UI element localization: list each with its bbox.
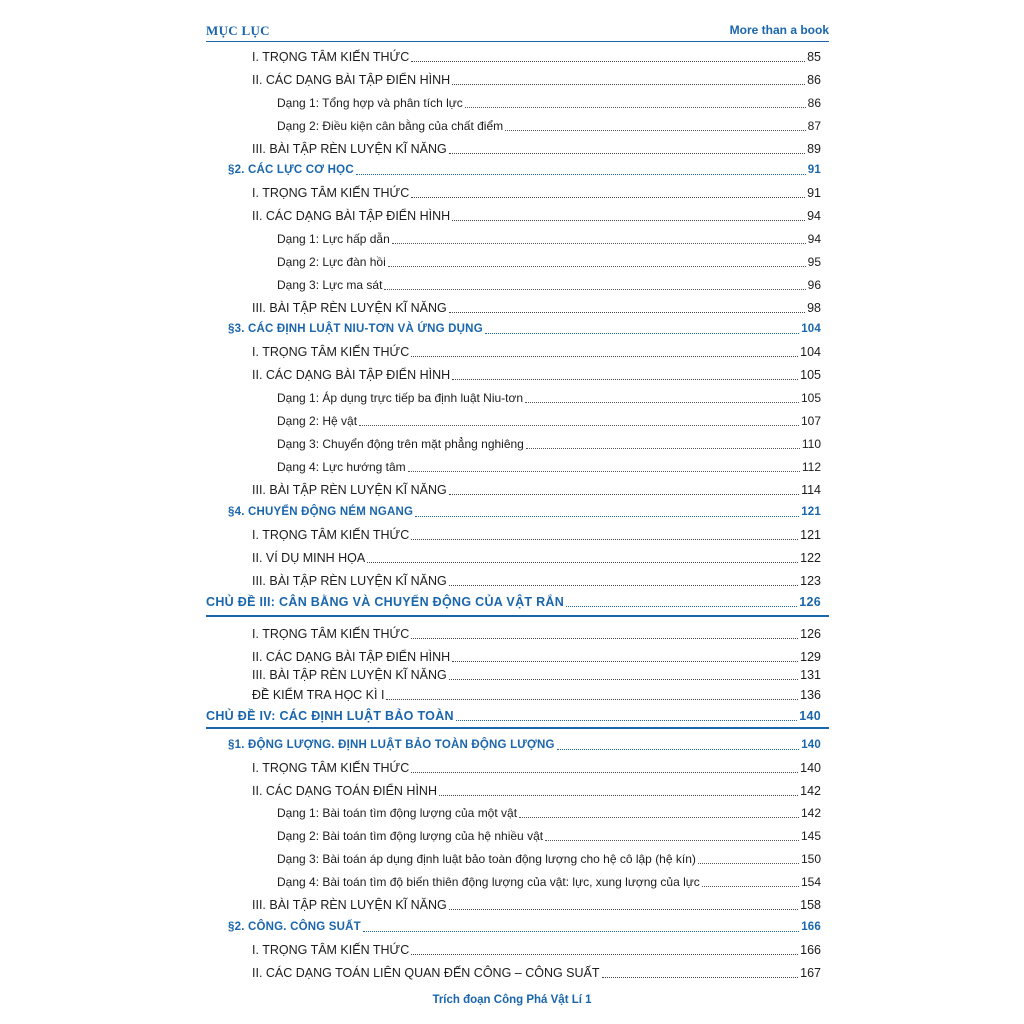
toc-entry-title: III. BÀI TẬP RÈN LUYỆN KĨ NĂNG <box>252 574 447 588</box>
toc-entry-title: §2. CÁC LỰC CƠ HỌC <box>228 164 354 176</box>
toc-entry-page-number: 140 <box>801 739 821 751</box>
dot-leader <box>408 471 800 472</box>
toc-entry[interactable] <box>277 274 821 296</box>
toc-entry-page-number: 94 <box>807 232 821 246</box>
dot-leader <box>384 289 805 290</box>
toc-entry-title: III. BÀI TẬP RÈN LUYỆN KĨ NĂNG <box>252 898 447 912</box>
header-tagline: More than a book <box>729 23 829 37</box>
dot-leader <box>411 61 805 62</box>
toc-entry-title: II. CÁC DẠNG BÀI TẬP ĐIỂN HÌNH <box>252 73 451 87</box>
toc-entry[interactable] <box>277 92 821 114</box>
dot-leader <box>557 749 800 750</box>
toc-entry-title: I. TRỌNG TÂM KIẾN THỨC <box>252 761 410 775</box>
toc-entry[interactable] <box>252 205 821 227</box>
dot-leader <box>525 402 799 403</box>
toc-entry-page-number: 166 <box>800 943 821 957</box>
dot-leader <box>449 312 805 313</box>
toc-entry-page-number: 105 <box>800 368 821 382</box>
chapter-divider <box>206 727 829 729</box>
toc-entry-page-number: 126 <box>800 627 821 641</box>
toc-entry-page-number: 121 <box>801 506 821 518</box>
toc-entry[interactable] <box>252 524 821 546</box>
toc-entry-page-number: 122 <box>800 551 821 565</box>
toc-entry-title: §2. CÔNG. CÔNG SUẤT <box>228 921 361 933</box>
toc-entry-title: Dạng 3: Lực ma sát <box>277 278 383 292</box>
toc-entry[interactable] <box>277 802 821 824</box>
toc-entry-title: §1. ĐỘNG LƯỢNG. ĐỊNH LUẬT BẢO TOÀN ĐỘNG LƯỢNG <box>228 739 555 751</box>
toc-entry[interactable] <box>252 547 821 569</box>
toc-entry[interactable] <box>252 479 821 501</box>
toc-entry-page-number: 140 <box>800 761 821 775</box>
toc-entry[interactable] <box>252 138 821 160</box>
toc-entry-page-number: 142 <box>800 784 821 798</box>
toc-entry-page-number: 91 <box>807 164 821 176</box>
toc-entry-title: II. CÁC DẠNG BÀI TẬP ĐIỂN HÌNH <box>252 368 451 382</box>
toc-entry[interactable] <box>228 318 821 340</box>
toc-entry-page-number: 85 <box>807 50 821 64</box>
toc-entry-page-number: 140 <box>799 709 821 723</box>
toc-entry-page-number: 107 <box>800 414 821 428</box>
toc-entry[interactable] <box>252 297 821 319</box>
toc-entry-page-number: 86 <box>807 73 821 87</box>
toc-entry-title: Dạng 1: Áp dụng trực tiếp ba định luật Niu-tơn <box>277 391 524 405</box>
toc-entry-page-number: 104 <box>800 345 821 359</box>
toc-entry[interactable] <box>252 182 821 204</box>
toc-entry[interactable] <box>277 825 821 847</box>
dot-leader <box>449 909 798 910</box>
toc-entry-title: I. TRỌNG TÂM KIẾN THỨC <box>252 50 410 64</box>
toc-entry[interactable] <box>277 871 821 893</box>
toc-entry-title: III. BÀI TẬP RÈN LUYỆN KĨ NĂNG <box>252 668 447 682</box>
toc-entry[interactable] <box>252 684 821 706</box>
dot-leader <box>702 886 799 887</box>
dot-leader <box>449 153 805 154</box>
toc-entry[interactable] <box>277 433 821 455</box>
toc-entry-page-number: 96 <box>807 278 821 292</box>
toc-entry-page-number: 166 <box>801 921 821 933</box>
header-title: MỤC LỤC <box>206 23 270 38</box>
toc-entry-page-number: 86 <box>807 96 821 110</box>
toc-entry-page-number: 110 <box>801 437 821 451</box>
toc-entry[interactable] <box>252 780 821 802</box>
dot-leader <box>545 840 799 841</box>
toc-entry-page-number: 98 <box>807 301 821 315</box>
page-footer: Trích đoạn Công Phá Vật Lí 1 <box>432 994 592 1006</box>
toc-entry-title: Dạng 2: Lực đàn hồi <box>277 255 386 269</box>
toc-entry[interactable] <box>277 456 821 478</box>
toc-entry[interactable] <box>252 894 821 916</box>
toc-entry-title: §4. CHUYỂN ĐỘNG NÉM NGANG <box>228 506 414 518</box>
toc-entry[interactable] <box>252 757 821 779</box>
toc-entry[interactable] <box>277 251 821 273</box>
dot-leader <box>363 931 799 932</box>
toc-entry-page-number: 126 <box>799 595 821 609</box>
toc-entry-title: III. BÀI TẬP RÈN LUYỆN KĨ NĂNG <box>252 483 447 497</box>
toc-entry-title: I. TRỌNG TÂM KIẾN THỨC <box>252 627 410 641</box>
toc-entry-title: Dạng 1: Tổng hợp và phân tích lực <box>277 96 463 110</box>
dot-leader <box>367 562 798 563</box>
dot-leader <box>388 266 806 267</box>
toc-entry[interactable] <box>252 664 821 686</box>
toc-entry-title: Dạng 1: Lực hấp dẫn <box>277 232 390 246</box>
dot-leader <box>356 174 806 175</box>
toc-entry-title: I. TRỌNG TÂM KIẾN THỨC <box>252 528 410 542</box>
toc-entry-title: Dạng 3: Bài toán áp dụng định luật bảo toàn động lượng cho hệ cô lập (hệ kín) <box>277 852 696 866</box>
toc-entry-page-number: 121 <box>800 528 821 542</box>
toc-entry[interactable] <box>206 591 821 613</box>
toc-entry-page-number: 150 <box>800 852 821 866</box>
toc-entry[interactable] <box>228 916 821 938</box>
dot-leader <box>465 107 806 108</box>
toc-entry-page-number: 91 <box>807 186 821 200</box>
toc-entry-title: Dạng 4: Lực hướng tâm <box>277 460 406 474</box>
toc-entry-page-number: 131 <box>800 668 821 682</box>
dot-leader <box>602 977 799 978</box>
toc-entry-title: I. TRỌNG TÂM KIẾN THỨC <box>252 186 410 200</box>
toc-entry-page-number: 167 <box>800 966 821 980</box>
toc-entry-page-number: 105 <box>800 391 821 405</box>
dot-leader <box>698 863 799 864</box>
toc-entry[interactable] <box>277 115 821 137</box>
dot-leader <box>452 84 805 85</box>
toc-entry-title: Dạng 1: Bài toán tìm động lượng của một vật <box>277 806 518 820</box>
toc-entry-title: Dạng 3: Chuyển động trên mặt phẳng nghiêng <box>277 437 524 451</box>
toc-entry[interactable] <box>206 705 821 727</box>
toc-entry-title: Dạng 2: Điều kiện cân bằng của chất điểm <box>277 119 504 133</box>
toc-entry[interactable] <box>277 387 821 409</box>
toc-entry[interactable] <box>252 46 821 68</box>
dot-leader <box>485 333 799 334</box>
dot-leader <box>411 539 798 540</box>
toc-entry-page-number: 87 <box>807 119 821 133</box>
toc-entry[interactable] <box>252 364 821 386</box>
dot-leader <box>359 425 799 426</box>
toc-entry-page-number: 145 <box>800 829 821 843</box>
toc-entry-page-number: 123 <box>800 574 821 588</box>
toc-entry-title: Dạng 2: Hệ vật <box>277 414 358 428</box>
dot-leader <box>411 954 798 955</box>
toc-entry-title: CHỦ ĐỀ IV: CÁC ĐỊNH LUẬT BẢO TOÀN <box>206 709 454 723</box>
dot-leader <box>519 817 799 818</box>
dot-leader <box>415 516 799 517</box>
toc-entry[interactable] <box>252 962 821 984</box>
toc-entry-page-number: 154 <box>800 875 821 889</box>
toc-entry-title: II. CÁC DẠNG TOÁN LIÊN QUAN ĐẾN CÔNG – CÔNG SUẤT <box>252 966 600 980</box>
dot-leader <box>452 220 805 221</box>
dot-leader <box>449 679 798 680</box>
toc-entry-title: II. CÁC DẠNG TOÁN ĐIỂN HÌNH <box>252 784 437 798</box>
dot-leader <box>452 661 798 662</box>
toc-entry-title: II. CÁC DẠNG BÀI TẬP ĐIỂN HÌNH <box>252 209 451 223</box>
chapter-divider <box>206 615 829 617</box>
toc-entry-page-number: 89 <box>807 142 821 156</box>
dot-leader <box>411 638 798 639</box>
toc-entry-title: CHỦ ĐỀ III: CÂN BẰNG VÀ CHUYỂN ĐỘNG CỦA VẬT RẮN <box>206 595 565 609</box>
toc-entry[interactable] <box>277 410 821 432</box>
toc-entry-page-number: 95 <box>807 255 821 269</box>
toc-entry[interactable] <box>228 501 821 523</box>
toc-entry-title: II. VÍ DỤ MINH HỌA <box>252 551 366 565</box>
toc-entry[interactable] <box>252 939 821 961</box>
dot-leader <box>411 356 798 357</box>
dot-leader <box>411 197 805 198</box>
toc-entry-title: I. TRỌNG TÂM KIẾN THỨC <box>252 345 410 359</box>
toc-entry-title: §3. CÁC ĐỊNH LUẬT NIU-TƠN VÀ ỨNG DỤNG <box>228 323 483 335</box>
toc-entry[interactable] <box>277 848 821 870</box>
dot-leader <box>439 795 798 796</box>
dot-leader <box>386 699 798 700</box>
toc-entry[interactable] <box>228 734 821 756</box>
dot-leader <box>456 720 797 721</box>
toc-entry-page-number: 112 <box>801 460 821 474</box>
toc-entry[interactable] <box>252 570 821 592</box>
toc-entry-page-number: 136 <box>800 688 821 702</box>
toc-entry-title: III. BÀI TẬP RÈN LUYỆN KĨ NĂNG <box>252 301 447 315</box>
dot-leader <box>392 243 806 244</box>
dot-leader <box>505 130 805 131</box>
toc-entry-title: Dạng 4: Bài toán tìm độ biến thiên động lượng của vật: lực, xung lượng của lực <box>277 875 700 889</box>
toc-entry-page-number: 158 <box>800 898 821 912</box>
dot-leader <box>452 379 798 380</box>
toc-entry-title: ĐỀ KIỂM TRA HỌC KÌ I <box>252 688 385 702</box>
dot-leader <box>566 606 797 607</box>
toc-entry[interactable] <box>252 623 821 645</box>
toc-entry[interactable] <box>277 228 821 250</box>
toc-entry-title: I. TRỌNG TÂM KIẾN THỨC <box>252 943 410 957</box>
toc-entry-page-number: 114 <box>801 483 821 497</box>
toc-entry-page-number: 94 <box>807 209 821 223</box>
toc-entry-page-number: 104 <box>801 323 821 335</box>
dot-leader <box>526 448 800 449</box>
dot-leader <box>411 772 798 773</box>
toc-entry[interactable] <box>252 69 821 91</box>
toc-entry-page-number: 129 <box>800 650 821 664</box>
dot-leader <box>449 585 798 586</box>
dot-leader <box>449 494 799 495</box>
toc-entry[interactable] <box>228 159 821 181</box>
toc-entry-title: Dạng 2: Bài toán tìm động lượng của hệ nhiều vật <box>277 829 544 843</box>
toc-entry-page-number: 142 <box>800 806 821 820</box>
toc-entry[interactable] <box>252 341 821 363</box>
toc-entry-title: II. CÁC DẠNG BÀI TẬP ĐIỂN HÌNH <box>252 650 451 664</box>
toc-entry-title: III. BÀI TẬP RÈN LUYỆN KĨ NĂNG <box>252 142 447 156</box>
